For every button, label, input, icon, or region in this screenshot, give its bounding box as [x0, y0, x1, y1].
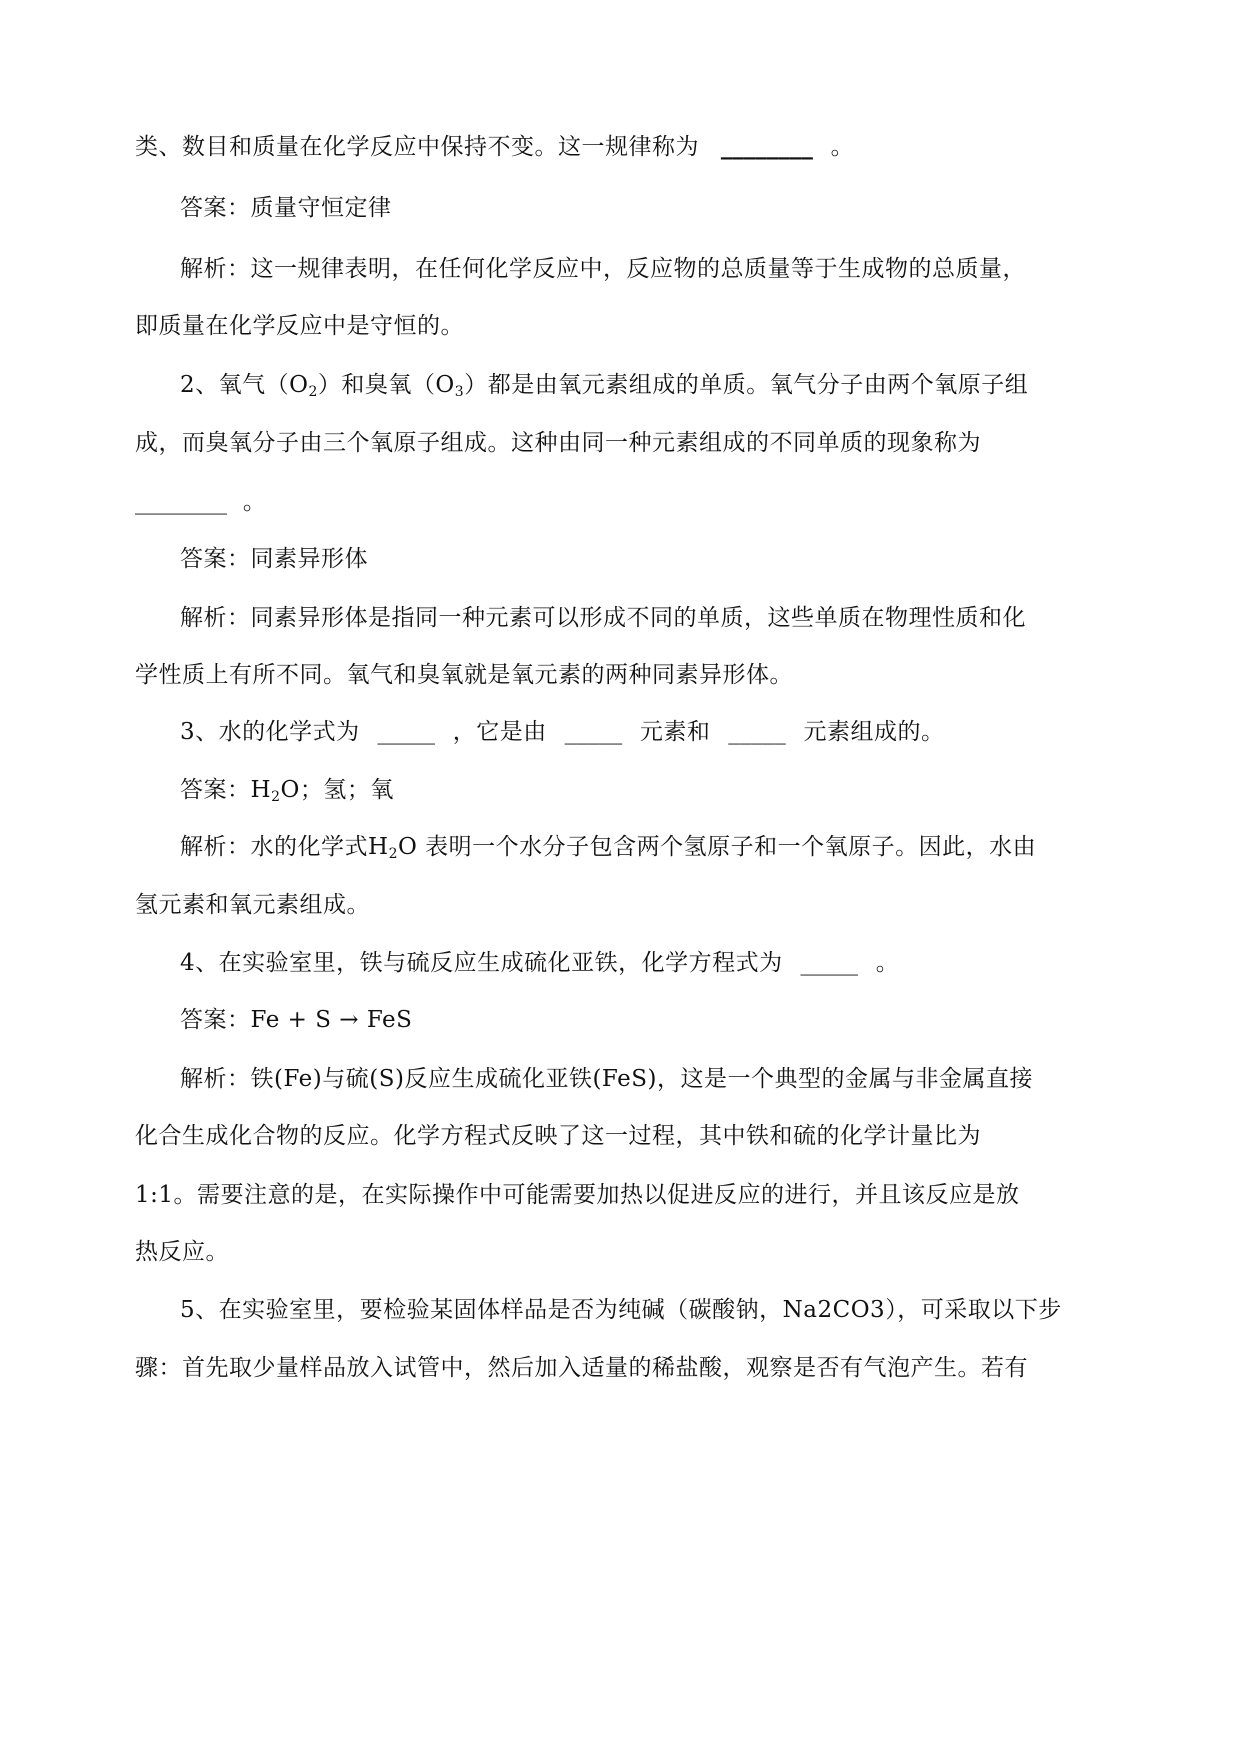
q3-stem-part-b: ，它是由 [452, 719, 547, 745]
q2-analysis-line-1: 解析：同素异形体是指同一种元素可以形成不同的单质，这些单质在物理性质和化 [180, 605, 1026, 631]
q3-answer-subscript: 2 [271, 789, 281, 805]
q4-blank: _____ [800, 950, 858, 976]
q3-answer-part-b: O；氢；氧 [280, 777, 394, 803]
q3-analysis-line-2: 氢元素和氧元素组成。 [135, 892, 370, 918]
q3-blank-3: _____ [728, 719, 786, 745]
q1-stem-line [135, 132, 1241, 162]
q1-analysis-line-1: 解析：这一规律表明，在任何化学反应中，反应物的总质量等于生成物的总质量， [180, 256, 1026, 282]
q3-stem-part-a: 3、水的化学式为 [180, 719, 360, 745]
q2-stem-part-b: ）和臭氧（O [317, 372, 455, 398]
q4-stem-line [180, 948, 1241, 978]
q3-analysis-part-b: O 表明一个水分子包含两个氢原子和一个氧原子。因此，水由 [397, 834, 1037, 860]
q4-analysis-line-3: 1:1。需要注意的是，在实际操作中可能需要加热以促进反应的进行，并且该反应是放 [135, 1182, 1020, 1208]
q1-period: 。 [830, 134, 855, 160]
q2-stem-line-1 [180, 370, 1241, 400]
q3-answer [180, 775, 1241, 805]
q4-answer: 答案：Fe + S → FeS [180, 1007, 413, 1033]
q3-answer-part-a: 答案：H [180, 777, 272, 803]
q3-analysis-part-a: 解析：水的化学式H [180, 834, 389, 860]
q2-stem-line-3 [135, 487, 1241, 517]
q3-blank-2: _____ [564, 719, 623, 745]
q3-blank-1: _____ [377, 719, 435, 745]
q5-stem-line-2: 骤：首先取少量样品放入试管中，然后加入适量的稀盐酸，观察是否有气泡产生。若有 [135, 1355, 1028, 1381]
q2-analysis-line-2: 学性质上有所不同。氧气和臭氧就是氧元素的两种同素异形体。 [135, 662, 793, 688]
q4-stem-text: 4、在实验室里，铁与硫反应生成硫化亚铁，化学方程式为 [180, 950, 783, 976]
q4-analysis-line-4: 热反应。 [135, 1239, 229, 1265]
q3-analysis-subscript: 2 [388, 846, 398, 862]
q3-stem-part-c: 元素和 [639, 719, 711, 745]
q2-stem-part-c: ）都是由氧元素组成的单质。氧气分子由两个氧原子组 [464, 372, 1029, 398]
q2-subscript-b: 3 [454, 384, 465, 400]
q5-stem-line-1: 5、在实验室里，要检验某固体样品是否为纯碱（碳酸钠，Na2CO3），可采取以下步 [180, 1297, 1062, 1323]
q1-analysis-line-2: 即质量在化学反应中是守恒的。 [135, 313, 464, 339]
q4-period: 。 [875, 950, 900, 976]
q2-subscript-a: 2 [308, 384, 318, 400]
q2-period: 。 [242, 489, 267, 515]
q2-answer: 答案：同素异形体 [180, 546, 368, 572]
q1-blank: ________ [720, 133, 813, 160]
q4-analysis-line-1: 解析：铁(Fe)与硫(S)反应生成硫化亚铁(FeS)，这是一个典型的金属与非金属直接 [180, 1066, 1033, 1092]
q2-stem-part-a: 2、氧气（O [180, 372, 309, 398]
q1-answer: 答案：质量守恒定律 [180, 195, 392, 221]
q3-stem-part-d: 元素组成的。 [803, 719, 945, 745]
q4-analysis-line-2: 化合生成化合物的反应。化学方程式反映了这一过程，其中铁和硫的化学计量比为 [135, 1123, 981, 1149]
q3-analysis-line-1 [180, 832, 1241, 862]
q3-stem-line [180, 717, 1241, 747]
q2-stem-line-2: 成，而臭氧分子由三个氧原子组成。这种由同一种元素组成的不同单质的现象称为 [135, 430, 981, 456]
q2-blank: ________ [135, 489, 227, 515]
q1-stem-text: 类、数目和质量在化学反应中保持不变。这一规律称为 [135, 134, 699, 160]
